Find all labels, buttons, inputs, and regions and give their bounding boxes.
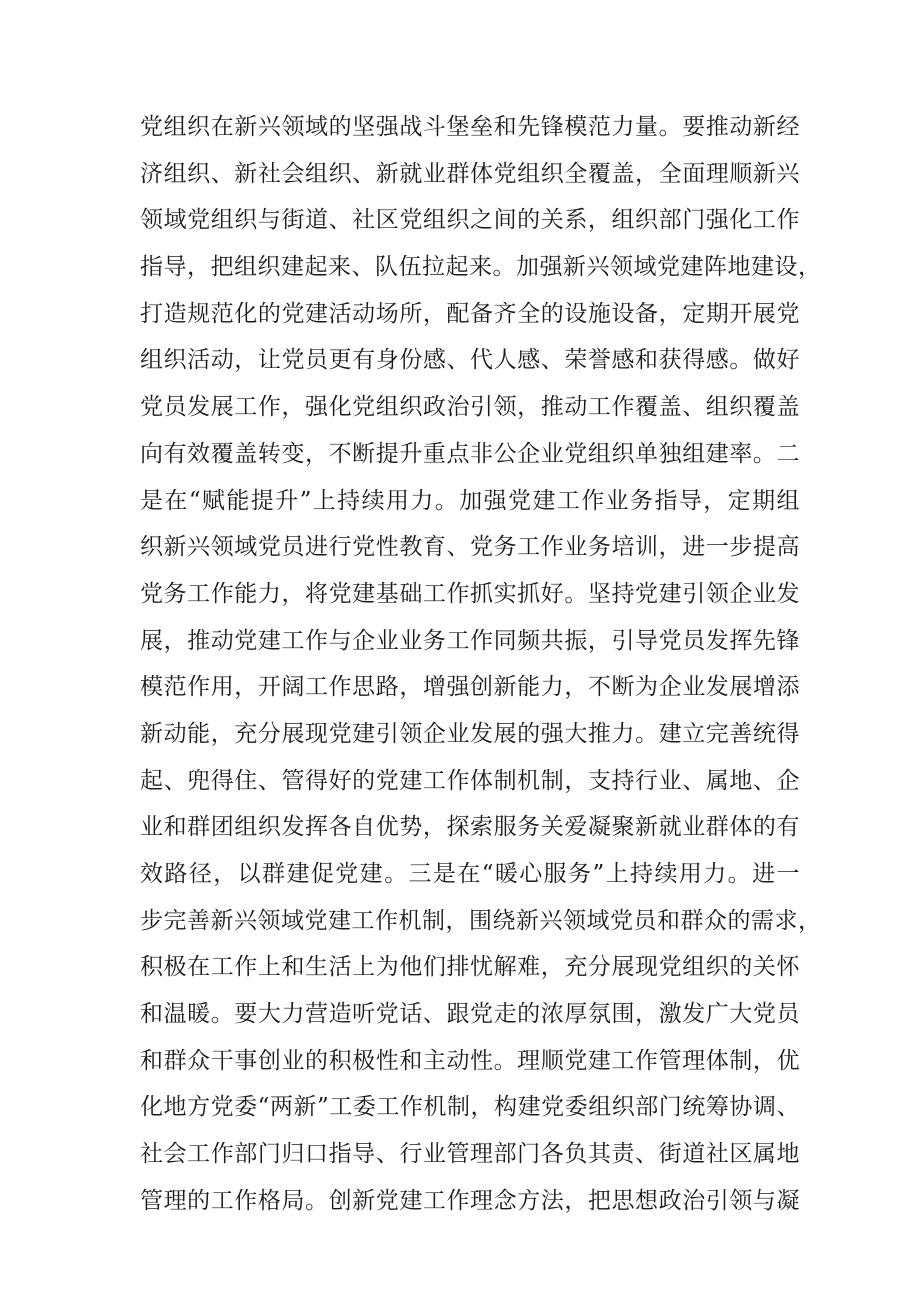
text-line: 是在“赋能提升”上持续用力。加强党建工作业务指导，定期组 [140, 487, 800, 514]
text-line: 业和群团组织发挥各自优势，探索服务关爱凝聚新就业群体的有 [140, 814, 800, 841]
text-line: 化地方党委“两新”工委工作机制，构建党委组织部门统筹协调、 [140, 1094, 800, 1121]
text-line: 管理的工作格局。创新党建工作理念方法，把思想政治引领与凝 [140, 1187, 800, 1214]
text-line: 织新兴领域党员进行党性教育、党务工作业务培训，进一步提高 [140, 534, 800, 561]
text-line: 党员发展工作，强化党组织政治引领，推动工作覆盖、组织覆盖 [140, 394, 800, 421]
text-line: 展，推动党建工作与企业业务工作同频共振，引导党员发挥先锋 [140, 627, 800, 654]
text-line: 效路径，以群建促党建。三是在“暖心服务”上持续用力。进一 [140, 861, 800, 887]
text-line: 济组织、新社会组织、新就业群体党组织全覆盖，全面理顺新兴 [140, 160, 800, 187]
text-line: 步完善新兴领域党建工作机制，围绕新兴领域党员和群众的需求， [140, 907, 822, 934]
text-line: 和温暖。要大力营造听党话、跟党走的浓厚氛围，激发广大党员 [140, 1001, 800, 1028]
text-line: 党务工作能力，将党建基础工作抓实抓好。坚持党建引领企业发 [140, 580, 800, 607]
text-line: 领域党组织与街道、社区党组织之间的关系，组织部门强化工作 [140, 207, 800, 234]
text-line: 积极在工作上和生活上为他们排忧解难，充分展现党组织的关怀 [140, 954, 800, 981]
text-line: 新动能，充分展现党建引领企业发展的强大推力。建立完善统得 [140, 720, 800, 747]
text-line: 起、兜得住、管得好的党建工作体制机制，支持行业、属地、企 [140, 767, 800, 794]
text-line: 指导，把组织建起来、队伍拉起来。加强新兴领域党建阵地建设， [140, 254, 822, 281]
text-line: 和群众干事创业的积极性和主动性。理顺党建工作管理体制，优 [140, 1047, 800, 1074]
text-line: 打造规范化的党建活动场所，配备齐全的设施设备，定期开展党 [140, 300, 800, 327]
body-text [140, 104, 822, 1225]
text-line: 组织活动，让党员更有身份感、代人感、荣誉感和获得感。做好 [140, 347, 800, 374]
text-line: 党组织在新兴领域的坚强战斗堡垒和先锋模范力量。要推动新经 [140, 114, 800, 140]
text-line: 模范作用，开阔工作思路，增强创新能力，不断为企业发展增添 [140, 674, 800, 701]
text-line: 向有效覆盖转变，不断提升重点非公企业党组织单独组建率。二 [140, 440, 800, 467]
text-line: 社会工作部门归口指导、行业管理部门各负其责、街道社区属地 [140, 1141, 800, 1168]
